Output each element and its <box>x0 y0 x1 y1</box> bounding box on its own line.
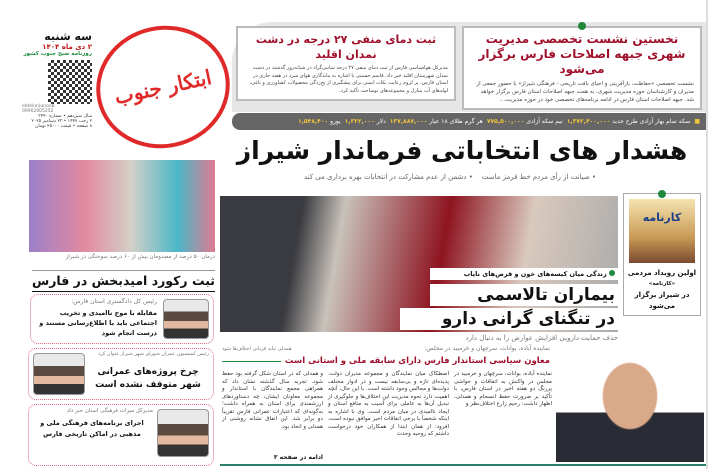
article-title[interactable]: معاون سیاسی استاندار فارس دارای سابقه ملی و استانی است <box>284 356 550 366</box>
top-story-1-body: نشست تخصصی «حفاظت، بازآفرینی و احیای بافت تاریخی - فرهنگی شیراز» با حضور جمعی از مدیران و کارشناسان حوزه مدیریت شهری، به همت جبهه اصلاحات استان فارس برگزار خواهد شد. جبهه اصلاحات استان فارس در ادامه برنامه‌های تخصصی خود در حوزه مدیریت... <box>476 81 694 103</box>
side-story-2[interactable] <box>28 348 214 400</box>
article-aside: همدلی نباید قربانی اختلاف‌ها شود <box>222 346 292 352</box>
ticker-item: نیم سکه آزادی ۷۷۵,۵۰۰,۰۰۰ <box>486 118 563 125</box>
top-story-2-title: ثبت دمای منفی ۲۷ درجه در دشت نمدان اقلید <box>255 33 437 61</box>
divider <box>222 361 281 362</box>
side-title: چرخ پروژه‌های عمرانی شهر متوقف نشده است <box>95 367 201 390</box>
top-story-1[interactable] <box>462 26 702 110</box>
article-col-1: نماینده آباده، بوانات، سرچهان و خرمبید در مجلس در واکنش به اتفاقات و حواشی پررنگ دو هفته اخیر در استان فارس، با تأکید بر ضرورت حفظ انسجام و همدلی، اظهار داشت: رحیم زارع اختلاف‌نظر و <box>454 371 552 407</box>
side-title: اجرای برنامه‌های فرهنگی ملی و مذهبی در اماکن تاریخی فارس <box>40 419 144 438</box>
social-handle: ebtekarjonoob <box>22 104 55 109</box>
bottom-rule <box>220 464 706 466</box>
page-edge <box>706 0 708 469</box>
official-portrait <box>556 352 704 462</box>
ticker-item: دلار ۱,۳۲۲,۰۰۰ <box>344 118 386 125</box>
top-story-2-body: مدیرکل هواشناسی فارس از ثبت دمای منفی ۲۷ درجه سانتی‌گراد در شبانه‌روز گذشته در دشت نمدان شهرستان اقلید خبر داد. قاسم حسینی با اشاره به ماندگاری هوای سرد در هفته جاری در استان فارس، بر لزوم رعایت نکات ایمنی برای پیشگیری از یخ‌زدگی محصولات کشاورزی و باغی، لوله‌های آب منازل و مجموعه‌های نوساخت تأکید کرد. <box>249 65 448 94</box>
ticker-item: هر گرم طلای ۱۸ عیار ۱۳۷,۸۸۷,۰۰۰ <box>389 118 483 125</box>
phone: 09902005252 <box>22 109 54 114</box>
logo-text: ابتکار جنوب <box>112 65 214 109</box>
tagline: روزنامه صبح جنوب کشور <box>23 51 92 57</box>
coin-icon: ■ <box>694 118 700 125</box>
top-story-1-title: نخستین نشست تخصصی مدیریت شهری جبهه اصلاحات فارس برگزار می‌شود <box>478 32 686 76</box>
article-title-row <box>222 355 550 368</box>
article-col-2: اصطکاک میان نمایندگان و مجموعه مدیران دولت، پدیده‌ای تازه و بی‌سابقه نیست و در ادوار مختلف دولت‌ها و مجالس وجود داشته است. با این حال، آنچه اهمیت دارد نحوه مدیریت این اختلاف‌ها و جلوگیری از تبدیل آن‌ها به عاملی برای آسیب به منافع استان و ایجاد ناامیدی در میان مردم است. وی با اشاره به اینکه شخصاً با برخی اتفاقات اخیر موافق نبوده است، افزود: از همان ابتدا از همکاران خود درخواست داشتم که روحیه وحدت <box>328 371 449 437</box>
masthead-info <box>22 30 92 129</box>
side-story-3[interactable] <box>28 404 214 466</box>
burn-caption: درمان ۵۰ درصد از مصدومان بیش از ۶۰ درصد سوختگی در شیراز <box>65 254 215 260</box>
portrait <box>163 299 209 339</box>
thal-headline-1[interactable]: بیماران تالاسمی <box>430 284 618 306</box>
side-kicker: رئیس کل دادگستری استان فارس: <box>71 298 157 305</box>
ticker-item: سکه تمام بهار آزادی طرح جدید ۱,۳۷۲,۴۰۰,۰۰۰ <box>566 118 691 125</box>
poster-title: اولین رویداد مردمی «کارنامه» در شیراز برگزار می‌شود <box>627 269 697 310</box>
thal-caption: حذف حمایت دارویی افزایش عوارض را به دنبال دارد <box>465 334 618 342</box>
price: ۸ صفحه • قیمت ۲۵۰۰۰ تومان <box>35 124 92 129</box>
thal-headline-2[interactable]: در تنگنای گرانی دارو <box>400 308 618 330</box>
side-kicker: رئیس کمیسیون عمران شورای شهر شیراز عنوان کرد <box>97 351 209 357</box>
subhead-1: • صیانت از رأی مردم خط قرمز ماست <box>481 173 597 181</box>
issue: سال سیزدهم • شماره ۳۴۴۰ <box>38 114 92 119</box>
poster-box[interactable] <box>623 193 701 316</box>
alt-date: ۲ رجب ۱۴۴۷ • ۲۳ دسامبر ۲۰۲۵ <box>31 119 92 124</box>
top-story-2[interactable] <box>236 26 456 101</box>
newspaper-logo <box>85 13 241 160</box>
price-ticker <box>232 113 706 130</box>
poster-image: کارنامه <box>629 199 695 263</box>
ticker-item: یورو ۱,۵۴۸,۴۰۰ <box>297 118 341 125</box>
side-story-1[interactable] <box>30 294 214 344</box>
page-marker-icon <box>609 270 615 276</box>
hospital-photo <box>29 160 215 252</box>
portrait <box>33 353 85 395</box>
side-title: مقابله با موج ناامیدی و تخریب اجتماعی باید با اطلاع‌رسانی مستند و درست انجام شود <box>39 309 157 337</box>
article-kicker: نماینده آباده، بوانات، سرچهان و خرمبید در مجلس: <box>424 345 550 352</box>
date: ۲ دی ماه ۱۴۰۴ <box>42 43 92 51</box>
article-col-3: و همدلی که در استان شکل گرفته بود حفظ شود. تجربه سال گذشته نشان داد که همراهی مجمع نمایندگان با استاندار و مجموعه معاونان ایشان، چه دستاوردهای ارزشمندی برای استان به همراه داشت؛ به‌گونه‌ای که اعتبارات عمرانی فارس تقریباً دو برابر شد. این اتفاق نشانه روشنی از همدلی و اتحاد بود. <box>222 371 323 430</box>
side-kicker: مدیرکل میراث فرهنگی استان خبر داد <box>66 408 153 414</box>
thal-kicker: زندگی میان کیسه‌های خون و قرص‌های نایاب <box>430 268 618 280</box>
continued-link[interactable]: ادامه در صفحه ۳ <box>273 454 323 461</box>
main-headline[interactable]: هشدار های انتخاباتی فرماندار شیراز <box>236 136 688 165</box>
page-marker-icon <box>578 22 586 30</box>
page-marker-icon <box>658 190 666 198</box>
main-subheads <box>240 172 660 182</box>
qr-code <box>48 60 92 104</box>
burn-headline[interactable]: ثبت رکورد امیدبخش در فارس <box>32 270 215 292</box>
subhead-2: • دشمن از عدم مشارکت در انتخابات بهره برداری می کند <box>303 173 473 181</box>
portrait <box>157 409 209 457</box>
day: سه شنبه <box>44 30 92 43</box>
